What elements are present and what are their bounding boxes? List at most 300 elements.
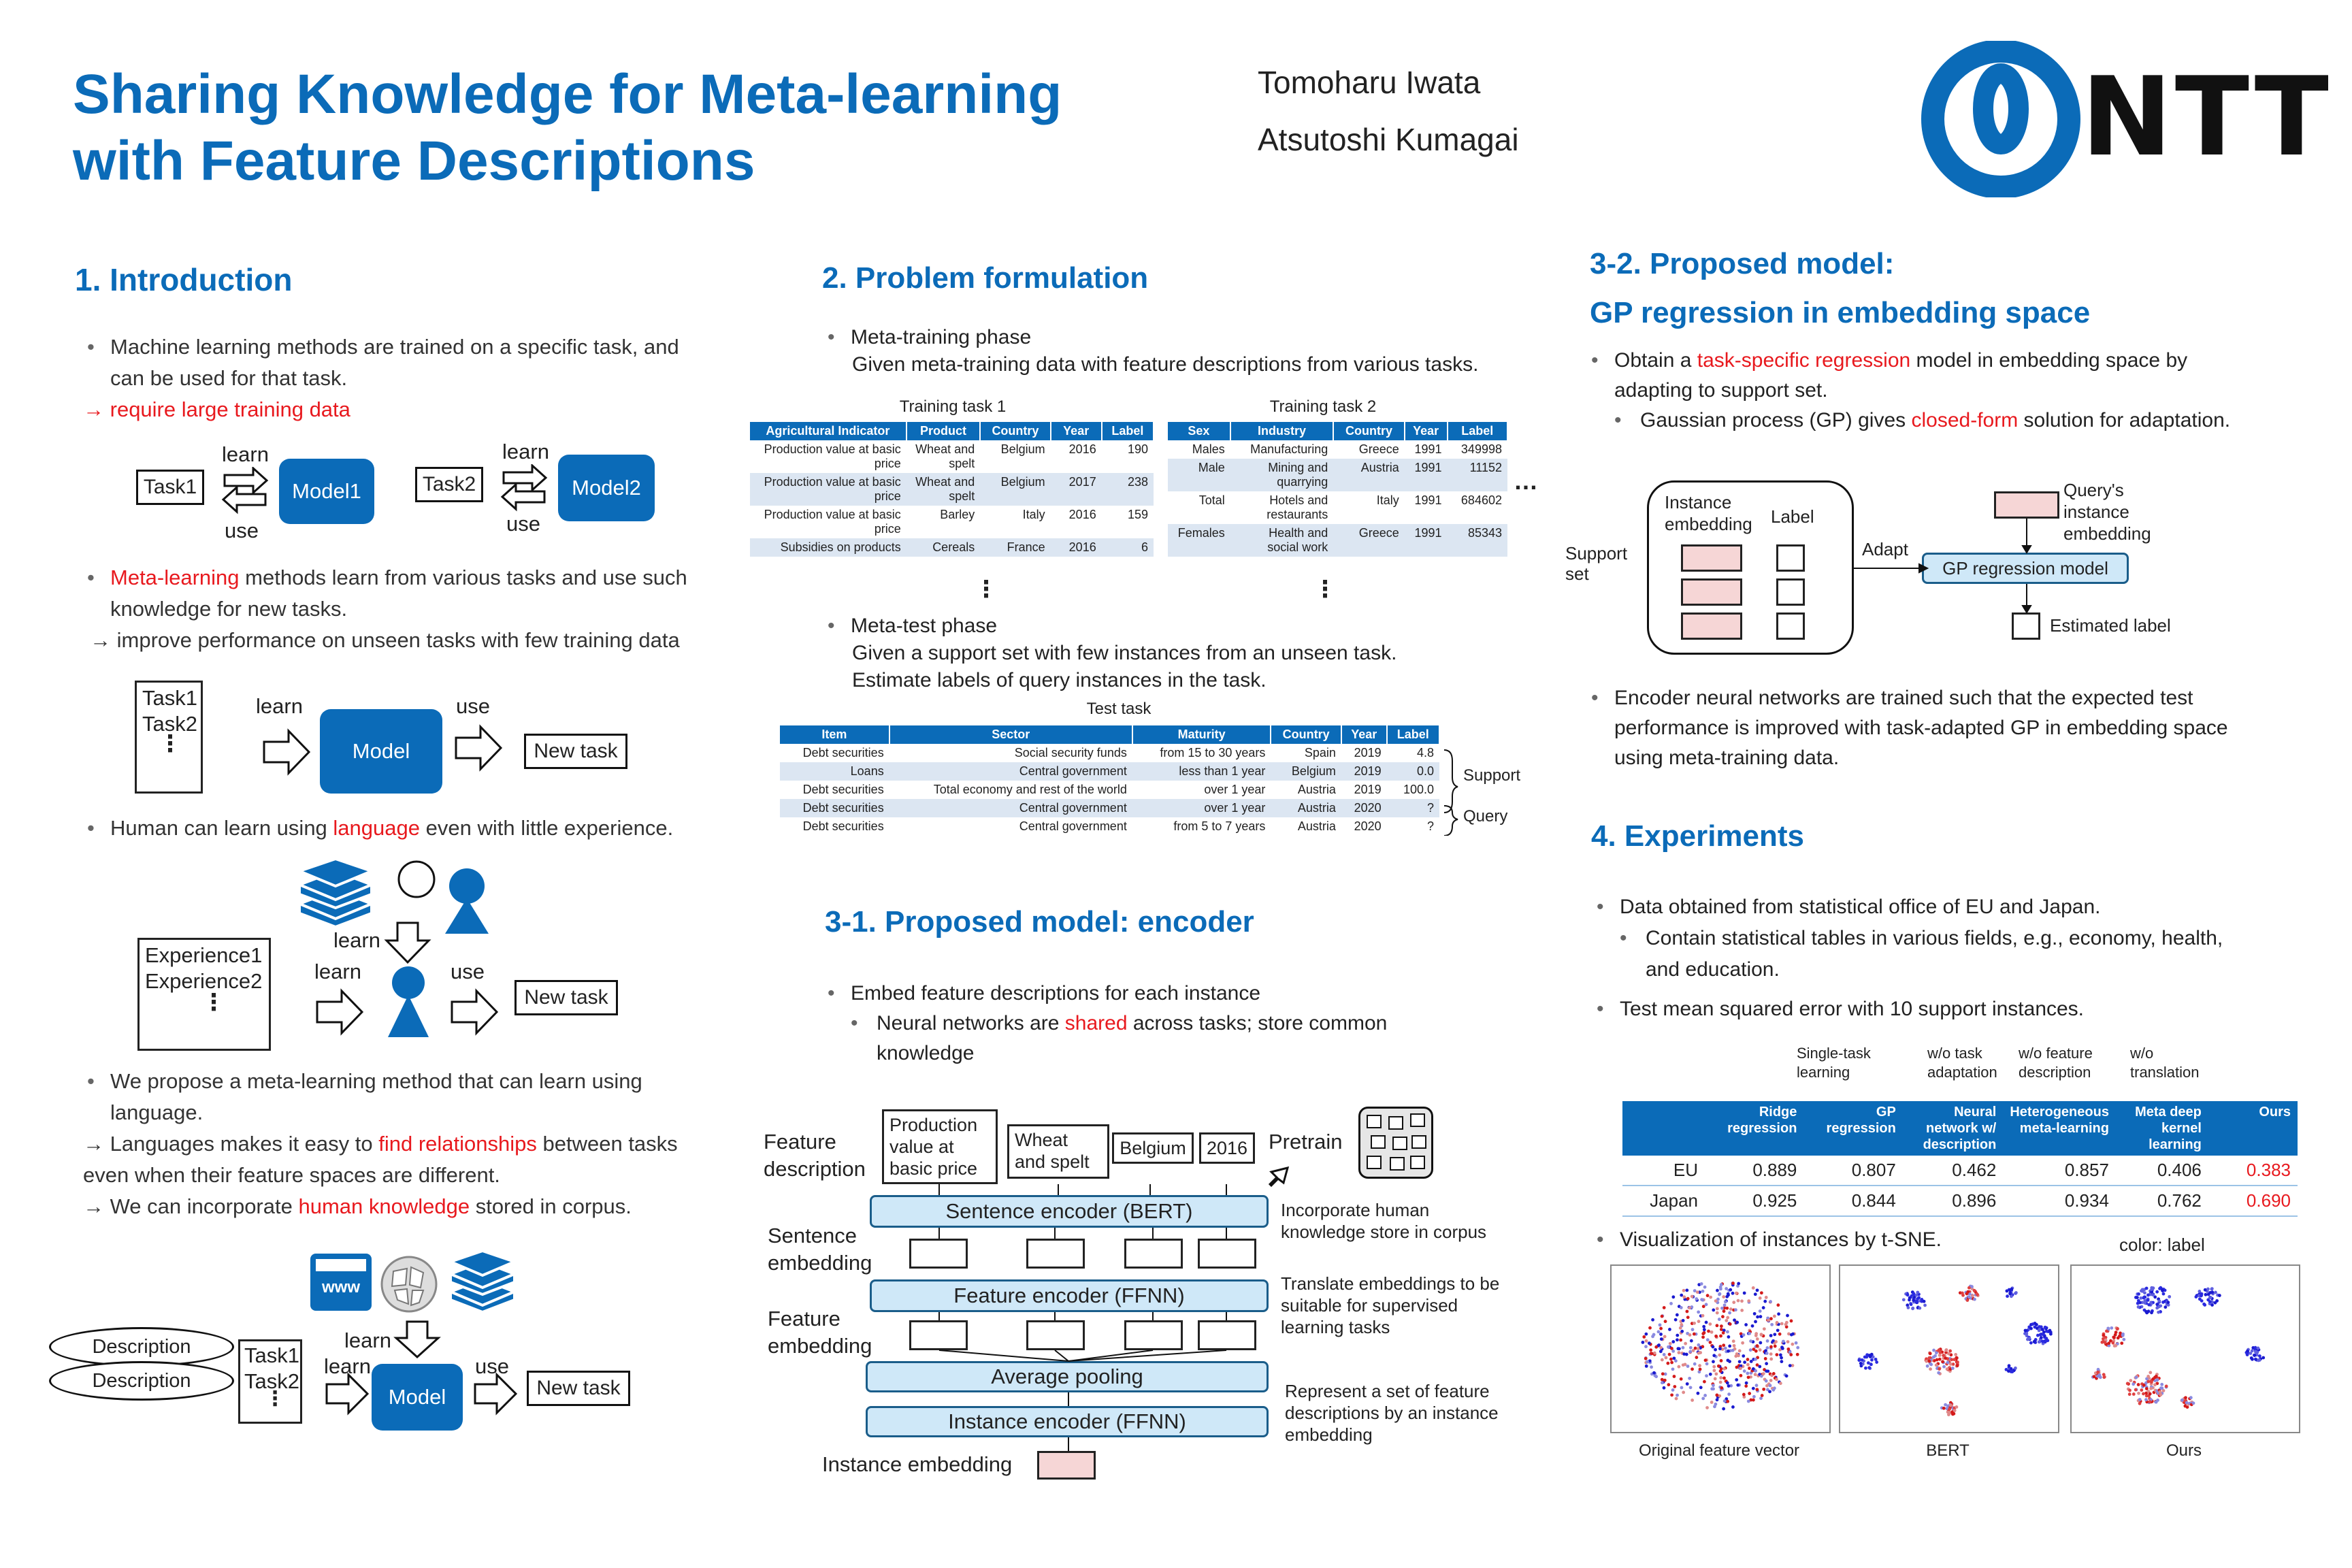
tsne-point <box>1784 1323 1788 1326</box>
tsne-point <box>1680 1294 1683 1297</box>
tsne-point <box>2161 1288 2164 1292</box>
tsne-point <box>2214 1301 2217 1305</box>
tsne-point <box>1653 1352 1656 1355</box>
tsne-point <box>1767 1319 1770 1322</box>
tsne-point <box>1942 1354 1945 1357</box>
tsne-point <box>1916 1291 1919 1294</box>
tsne-point <box>1923 1304 1927 1307</box>
encoder-heading: 3-1. Proposed model: encoder <box>825 905 1254 938</box>
tsne-point <box>2157 1305 2161 1309</box>
tables-ellipsis: … <box>1514 467 1538 495</box>
tsne-point <box>1935 1363 1938 1367</box>
tsne-point <box>1759 1315 1762 1318</box>
tsne-point <box>1716 1311 1719 1315</box>
tsne-point <box>1932 1349 1936 1352</box>
tsne-point <box>1659 1346 1663 1350</box>
tsne-point <box>2128 1392 2132 1396</box>
tsne-point <box>2149 1371 2152 1374</box>
fig3-exp1: Experience1 <box>145 943 263 967</box>
tsne-point <box>1705 1321 1708 1324</box>
tsne-point <box>1696 1290 1699 1294</box>
tsne-point <box>1741 1341 1744 1345</box>
tsne-point <box>2096 1371 2100 1374</box>
tsne-point <box>2250 1356 2253 1360</box>
support-label-1 <box>1776 544 1805 572</box>
tsne-point <box>1716 1398 1719 1401</box>
tsne-point <box>1748 1367 1751 1370</box>
tsne-point <box>2137 1299 2140 1303</box>
tsne-point <box>1743 1360 1746 1364</box>
tsne-point <box>2156 1378 2159 1382</box>
tsne-point <box>1644 1333 1648 1336</box>
tsne-point <box>1697 1343 1700 1347</box>
tsne-point <box>1718 1318 1721 1321</box>
tsne-point <box>2253 1354 2256 1357</box>
tsne-point <box>1720 1359 1723 1362</box>
tsne-point <box>1694 1347 1697 1350</box>
tsne-point <box>2200 1294 2203 1298</box>
tsne-point <box>1765 1369 1768 1373</box>
tsne-point <box>1703 1286 1707 1289</box>
group-label-4: w/o translation <box>2130 1045 2200 1081</box>
tsne-point <box>1701 1314 1705 1318</box>
fd-box-4: 2016 <box>1199 1132 1255 1164</box>
tsne-point <box>1746 1363 1750 1367</box>
tsne-point <box>1926 1365 1929 1368</box>
t1-header-3: Year <box>1051 422 1102 440</box>
fd-box-1: Production value at basic price <box>882 1109 998 1184</box>
feature-embedding-label: Feature embedding <box>768 1307 872 1358</box>
tsne-point <box>2155 1375 2158 1378</box>
tsne-point <box>1867 1366 1871 1369</box>
tsne-point <box>1727 1350 1730 1353</box>
tsne-point <box>1672 1356 1676 1360</box>
tsne-point <box>1722 1367 1726 1371</box>
tsne-point <box>1781 1347 1784 1350</box>
tsne-point <box>1688 1306 1691 1309</box>
encoder-b2-red: shared <box>1064 1012 1128 1034</box>
tsne-point <box>1699 1351 1702 1354</box>
tsne-point <box>2029 1327 2033 1330</box>
tsne-point <box>1735 1366 1739 1369</box>
tsne-point <box>1720 1386 1723 1390</box>
tsne-point <box>1654 1345 1658 1349</box>
tsne-point <box>1726 1330 1729 1334</box>
tsne-point <box>1663 1386 1666 1390</box>
fd-box-3: Belgium <box>1112 1132 1194 1164</box>
meta-training-desc: Given meta-training data with feature descriptions from various tasks. <box>852 353 1479 376</box>
tsne-point <box>1715 1394 1718 1397</box>
t2-header-3: Year <box>1405 422 1448 440</box>
tsne-point <box>1686 1382 1689 1386</box>
test-row <box>780 817 1439 836</box>
test-cell: Austria <box>1271 817 1341 836</box>
exp-b2-line1: Contain statistical tables in various fields, e.g., economy, health, <box>1646 927 2223 949</box>
tsne-point <box>2138 1398 2142 1401</box>
test-cell: over 1 year <box>1132 799 1271 817</box>
t2-cell: 349998 <box>1448 440 1507 459</box>
t1-cell: Production value at basic price <box>750 473 906 506</box>
tsne-point <box>2113 1344 2117 1348</box>
tsne-point <box>1795 1341 1798 1345</box>
tsne-point <box>1915 1300 1918 1303</box>
tsne-point <box>1920 1298 1923 1301</box>
tsne-point <box>2038 1340 2041 1343</box>
tsne-point <box>1676 1338 1679 1341</box>
tsne-point <box>1657 1330 1661 1333</box>
tsne-point <box>1772 1372 1776 1375</box>
test-cell: Loans <box>780 762 889 781</box>
test-header-0: Item <box>780 725 889 744</box>
tsne-point <box>1760 1291 1763 1294</box>
tsne-point <box>1743 1369 1746 1373</box>
test-cell: 2019 <box>1341 781 1387 799</box>
test-cell: Central government <box>889 762 1132 781</box>
t2-vdots: ⋮ <box>1313 576 1337 602</box>
tsne-point <box>1641 1341 1644 1344</box>
training-table-1 <box>750 422 1154 557</box>
tsne-point <box>1716 1289 1719 1292</box>
test-row <box>780 799 1439 817</box>
tsne-point <box>2010 1367 2013 1371</box>
tsne-point <box>1966 1290 1970 1294</box>
gp-b1-post: model in embedding space by <box>1910 349 2188 372</box>
tsne-point <box>1670 1347 1673 1350</box>
tsne-point <box>1682 1346 1685 1350</box>
tsne-point <box>2029 1341 2033 1345</box>
tsne-point <box>1970 1285 1974 1288</box>
intro-b2-red: Meta-learning <box>110 566 240 589</box>
tsne-point <box>1941 1360 1944 1363</box>
tsne-point <box>1956 1364 1959 1367</box>
tsne-point <box>1676 1347 1680 1350</box>
exp-b2-line2: and education. <box>1646 958 1780 981</box>
tsne-point <box>1796 1353 1799 1356</box>
fig3-arrow-2-icon <box>449 988 501 1036</box>
t2-cell: 11152 <box>1448 459 1507 491</box>
tsne-point <box>2024 1329 2027 1333</box>
tsne-point <box>1712 1387 1715 1390</box>
encoder-b1: Embed feature descriptions for each instance <box>851 982 1261 1004</box>
results-cell: 0.844 <box>1803 1186 1902 1216</box>
results-header-6: Ours <box>2208 1101 2298 1156</box>
tsne-point <box>1912 1298 1915 1302</box>
tsne-point <box>1752 1399 1755 1402</box>
results-row <box>1622 1156 2298 1186</box>
tsne-point <box>1720 1307 1724 1310</box>
tsne-point <box>1761 1394 1764 1397</box>
tsne-point <box>1671 1295 1675 1298</box>
tsne-point <box>2163 1305 2167 1309</box>
tsne-point <box>1744 1384 1748 1388</box>
tsne-point <box>1738 1350 1742 1353</box>
tsne-point <box>1708 1322 1712 1326</box>
tsne-point <box>1673 1375 1676 1378</box>
tsne-point <box>2150 1380 2153 1384</box>
results-cell: 0.762 <box>2116 1186 2208 1216</box>
tsne-point <box>1689 1386 1693 1389</box>
tsne-point <box>2184 1405 2187 1408</box>
tsne-point <box>1663 1353 1666 1356</box>
test-cell: 2020 <box>1341 799 1387 817</box>
support-label-2 <box>1776 578 1805 606</box>
note-2: Translate embeddings to be suitable for supervised learning tasks <box>1281 1273 1500 1337</box>
tsne-point <box>2157 1299 2161 1303</box>
results-header-3: Neural network w/ description <box>1903 1101 2004 1156</box>
results-cell: Japan <box>1622 1186 1705 1216</box>
tsne-point <box>2200 1299 2204 1303</box>
tsne-point <box>1682 1363 1685 1367</box>
gp-b3-line1: Encoder neural networks are trained such that the expected test <box>1614 687 2193 709</box>
tsne-point <box>1670 1361 1673 1365</box>
tsne-point <box>1659 1350 1663 1353</box>
poster-title <box>73 61 1062 195</box>
tsne-point <box>1703 1380 1706 1384</box>
encoder-b2-post: across tasks; store common <box>1127 1012 1388 1034</box>
fig2-tasks-box: Task1 Task2 ⋮ <box>135 681 203 794</box>
test-cell: Central government <box>889 799 1132 817</box>
results-header-5: Meta deep kernel learning <box>2116 1101 2208 1156</box>
tsne-point <box>1728 1344 1731 1348</box>
exp-b3: Test mean squared error with 10 support instances. <box>1620 998 2085 1020</box>
tsne-point <box>1680 1323 1683 1326</box>
tsne-point <box>2014 1291 2018 1294</box>
tsne-point <box>1661 1358 1664 1362</box>
tsne-point <box>1661 1378 1664 1382</box>
note-1: Incorporate human knowledge store in corpus <box>1281 1200 1487 1242</box>
tsne-point <box>1769 1300 1772 1303</box>
t1-cell: Belgium <box>980 473 1050 506</box>
tsne-point <box>1667 1383 1670 1386</box>
t1-cell: 238 <box>1102 473 1154 506</box>
tsne-point <box>1712 1309 1715 1312</box>
t2-cell: Male <box>1168 459 1230 491</box>
test-cell: Spain <box>1271 744 1341 762</box>
tsne-point <box>1765 1352 1769 1355</box>
tsne-point <box>2129 1379 2132 1382</box>
tsne-point <box>1753 1312 1757 1316</box>
exp-b4: Visualization of instances by t-SNE. <box>1620 1228 1942 1251</box>
intro-b2-line2: knowledge for new tasks. <box>110 597 348 621</box>
gp-connectors-icon <box>1851 476 2123 626</box>
gp-bullet-3: • Encoder neural networks are trained such that the expected test performance is improved with task-adapted GP in embedding space using meta-training data. <box>1614 683 2322 773</box>
tsne-point <box>2144 1310 2148 1313</box>
intro-b4-l5-post: stored in corpus. <box>470 1194 632 1218</box>
fig4-desc-2: Description <box>49 1361 234 1401</box>
tsne-point <box>2140 1388 2143 1392</box>
test-cell: Belgium <box>1271 762 1341 781</box>
tsne-point <box>1713 1369 1716 1372</box>
tsne-point <box>2111 1341 2114 1345</box>
test-cell: Debt securities <box>780 799 889 817</box>
meta-test-desc1: Given a support set with few instances from an unseen task. <box>852 642 1397 664</box>
experiments-heading: 4. Experiments <box>1591 819 1805 853</box>
tsne-point <box>1748 1392 1751 1395</box>
tsne-point <box>2160 1383 2163 1386</box>
tsne-point <box>1729 1288 1732 1292</box>
intro-b2-rest: methods learn from various tasks and use such <box>239 566 687 589</box>
tsne-point <box>1682 1319 1685 1322</box>
tsne-point <box>1732 1301 1735 1304</box>
tsne-point <box>1929 1367 1932 1371</box>
tsne-point <box>1650 1352 1654 1356</box>
test-row <box>780 781 1439 799</box>
results-cell: 0.896 <box>1903 1186 2004 1216</box>
tsne-point <box>1714 1348 1717 1352</box>
fig2-task1: Task1 <box>142 686 197 710</box>
tsne-point <box>1789 1353 1793 1356</box>
tsne-point <box>1705 1303 1708 1306</box>
tsne-point <box>1693 1333 1696 1336</box>
t1-cell: Wheat and spelt <box>906 440 981 473</box>
t2-cell: 1991 <box>1405 491 1448 524</box>
tsne-ours-plot <box>2070 1264 2300 1433</box>
t2-cell: 85343 <box>1448 524 1507 557</box>
tsne-point <box>2256 1347 2259 1350</box>
tsne-point <box>1758 1365 1761 1369</box>
tsne-point <box>1690 1295 1694 1298</box>
tsne-point <box>1685 1353 1688 1356</box>
group-label-2: w/o task adaptation <box>1927 1045 1997 1081</box>
t1-cell: Production value at basic price <box>750 440 906 473</box>
tsne-point <box>2106 1326 2110 1330</box>
tsne-point <box>1788 1364 1792 1367</box>
tsne-point <box>1703 1394 1707 1397</box>
tsne-point <box>1735 1378 1738 1382</box>
tsne-point <box>2100 1341 2104 1344</box>
tsne-point <box>2150 1311 2153 1314</box>
tsne-point <box>1718 1347 1722 1350</box>
tsne-point <box>2104 1341 2107 1344</box>
tsne-point <box>1766 1346 1769 1350</box>
tsne-point <box>1740 1299 1744 1303</box>
test-header-5: Label <box>1387 725 1439 744</box>
tsne-point <box>2114 1330 2118 1334</box>
tsne-point <box>2165 1384 2168 1388</box>
tsne-point <box>2007 1369 2010 1373</box>
tsne-point <box>1953 1358 1956 1361</box>
test-cell: Austria <box>1271 781 1341 799</box>
gp-bullets: • Obtain a task-specific regression model in embedding space by adapting to support set. • Gaussian process (GP) gives closed-form solution for adaptation. <box>1614 346 2295 436</box>
t1-header-4: Label <box>1102 422 1154 440</box>
test-cell: ? <box>1387 817 1439 836</box>
tsne-point <box>1660 1337 1663 1341</box>
gp-b2-pre: Gaussian process (GP) gives <box>1640 409 1912 431</box>
t2-cell: Females <box>1168 524 1230 557</box>
tsne-point <box>1682 1391 1685 1394</box>
tsne-point <box>1719 1369 1722 1373</box>
intro-b4-l3-post: between tasks <box>536 1132 678 1156</box>
tsne-point <box>1645 1365 1648 1368</box>
tsne-point <box>1751 1324 1754 1328</box>
tsne-point <box>1765 1379 1768 1383</box>
sentence-encoder-box: Sentence encoder (BERT) <box>870 1195 1269 1228</box>
tsne-point <box>1729 1307 1733 1311</box>
tsne-point <box>1644 1345 1648 1348</box>
fig3-use: use <box>451 960 485 983</box>
tsne-point <box>2146 1298 2150 1302</box>
tsne-point <box>1644 1357 1648 1360</box>
tsne-point <box>1676 1334 1679 1337</box>
tsne-point <box>1726 1358 1729 1362</box>
meta-training-head: Meta-training phase <box>851 326 1032 348</box>
fig4-arrow-2-icon <box>472 1372 520 1417</box>
tsne-point <box>2218 1294 2221 1297</box>
tsne-point <box>1678 1351 1681 1354</box>
tsne-point <box>1712 1384 1715 1387</box>
test-cell: ? <box>1387 799 1439 817</box>
tsne-point <box>1938 1367 1941 1371</box>
tsne-point <box>1667 1345 1670 1349</box>
tsne-point <box>1718 1354 1721 1357</box>
tsne-point <box>1677 1365 1680 1369</box>
tsne-point <box>2204 1288 2207 1292</box>
tsne-point <box>1702 1325 1705 1328</box>
intro-b4-line1: We propose a meta-learning method that can learn using <box>110 1069 642 1093</box>
t2-cell: 1991 <box>1405 440 1448 459</box>
t1-cell: Italy <box>980 506 1050 538</box>
test-cell: Central government <box>889 817 1132 836</box>
tsne-point <box>1928 1356 1931 1360</box>
tsne-point <box>1747 1400 1750 1403</box>
tsne-point <box>2136 1296 2139 1299</box>
gp-heading <box>1590 240 2090 338</box>
tsne-point <box>1724 1300 1727 1303</box>
tsne-point <box>1712 1354 1716 1357</box>
tsne-point <box>1946 1361 1950 1365</box>
t2-header-2: Country <box>1333 422 1404 440</box>
test-cell: 2019 <box>1341 744 1387 762</box>
tsne-point <box>2008 1291 2012 1294</box>
tsne-point <box>2132 1382 2135 1386</box>
tsne-point <box>1763 1327 1766 1330</box>
tsne-point <box>1686 1365 1690 1368</box>
tsne-point <box>2149 1387 2153 1390</box>
tsne-point <box>1768 1390 1771 1393</box>
tsne-point <box>1785 1374 1788 1377</box>
tsne-point <box>1732 1339 1735 1343</box>
tsne-point <box>1759 1341 1762 1345</box>
tsne-point <box>1705 1362 1709 1366</box>
tsne-point <box>2189 1396 2193 1399</box>
tsne-point <box>1954 1353 1957 1356</box>
tsne-point <box>1733 1344 1736 1348</box>
test-row <box>780 744 1439 762</box>
tsne-point <box>1739 1367 1742 1370</box>
tsne-point <box>1756 1337 1759 1341</box>
tsne-point <box>1701 1335 1705 1339</box>
tsne-point <box>2120 1341 2123 1345</box>
fig2-model: Model <box>320 709 442 794</box>
encoder-b2-line2: knowledge <box>877 1042 975 1064</box>
gp-b2-post: solution for adaptation. <box>2018 409 2231 431</box>
tsne-point <box>1716 1307 1719 1311</box>
tsne-point <box>2146 1294 2150 1297</box>
tsne-point <box>1679 1326 1682 1330</box>
fig3-learn-top: learn <box>333 928 380 952</box>
gp-b1-line2: adapting to support set. <box>1614 379 1828 402</box>
tsne-point <box>2159 1393 2163 1396</box>
tsne-point <box>2107 1341 2110 1345</box>
gp-heading-1: 3-2. Proposed model: <box>1590 247 1895 280</box>
t2-cell: Italy <box>1333 491 1404 524</box>
tsne-point <box>2150 1288 2153 1291</box>
results-cell: 0.462 <box>1903 1156 2004 1186</box>
gp-b3-line2: performance is improved with task-adapted GP in embedding space <box>1614 717 2228 739</box>
tsne-point <box>1946 1410 1950 1414</box>
tsne-point <box>1765 1296 1768 1299</box>
tsne-point <box>1782 1340 1785 1343</box>
